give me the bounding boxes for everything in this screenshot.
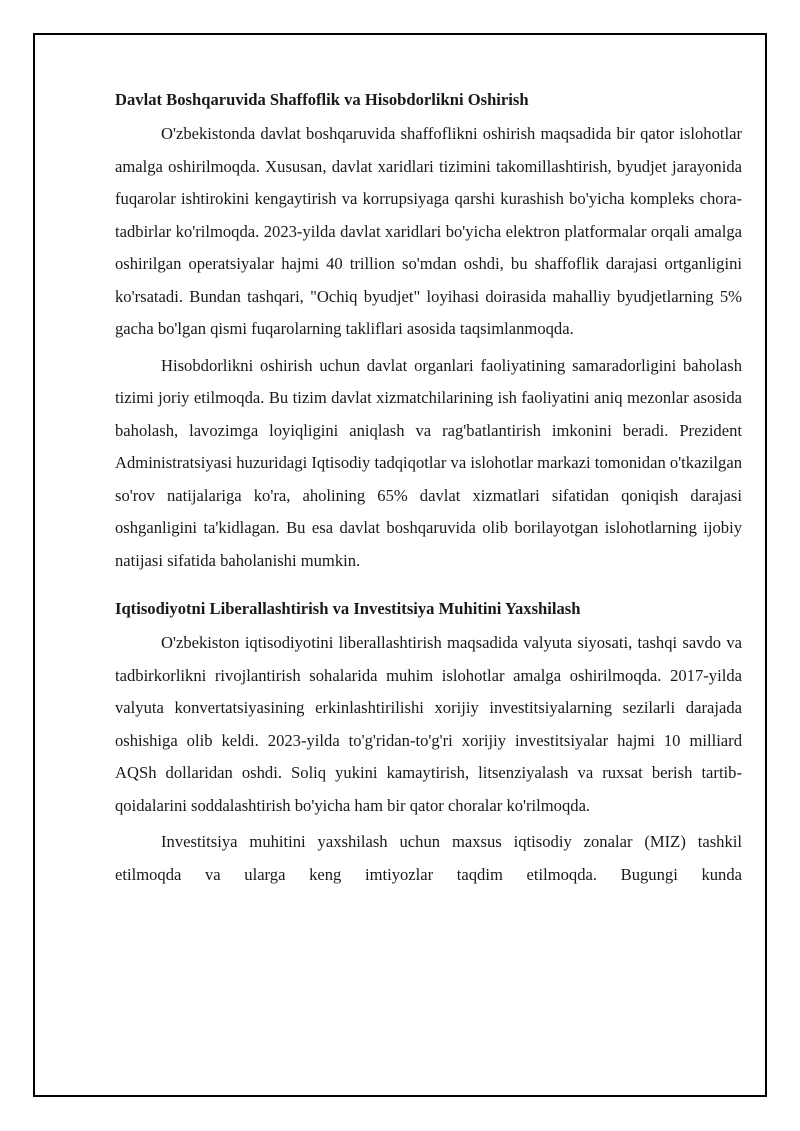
- paragraph: O'zbekistonda davlat boshqaruvida shaffoflikni oshirish maqsadida bir qator islohotlar amalga oshirilmoqda. Xususan, davlat xaridlari tizimini takomillashtirish, byudjet jarayonida fuqarolar ishtirokini kengaytirish va korrupsiyaga qarshi kurashish bo'yicha kompleks chora-tadbirlar ko'rilmoqda. 2023-yilda davlat xaridlari bo'yicha elektron platformalar orqali amalga oshirilgan operatsiyalar hajmi 40 trillion so'mdan oshdi, bu shaffoflik darajasi ortganligini ko'rsatadi. Bundan tashqari, "Ochiq byudjet" loyihasi doirasida mahalliy byudjetlarning 5% gacha bo'lgan qismi fuqarolarning takliflari asosida taqsimlanmoqda.: [115, 124, 742, 338]
- paragraph: Investitsiya muhitini yaxshilash uchun maxsus iqtisodiy zonalar (MIZ) tashkil etilmoqda va ularga keng imtiyozlar taqdim etilmoqda. Bugungi kunda: [115, 832, 742, 884]
- paragraph: O'zbekiston iqtisodiyotini liberallashtirish maqsadida valyuta siyosati, tashqi savdo va tadbirkorlikni rivojlantirish sohalarida muhim islohotlar amalga oshirilmoqda. 2017-yilda valyuta konvertatsiyasining erkinlashtirilishi xorijiy investitsiyalarning sezilarli darajada oshishiga olib keldi. 2023-yilda to'g'ridan-to'g'ri xorijiy investitsiyalar hajmi 10 milliard AQSh dollaridan oshdi. Soliq yukini kamaytirish, litsenziyalash va ruxsat berish tartib-qoidalarini soddalashtirish bo'yicha ham bir qator choralar ko'rilmoqda.: [115, 633, 742, 815]
- document-body: [115, 88, 742, 895]
- section-heading: Iqtisodiyotni Liberallashtirish va Investitsiya Muhitini Yaxshilash: [115, 599, 581, 618]
- section-heading: Davlat Boshqaruvida Shaffoflik va Hisobdorlikni Oshirish: [115, 90, 529, 109]
- paragraph: Hisobdorlikni oshirish uchun davlat organlari faoliyatining samaradorligini baholash tizimi joriy etilmoqda. Bu tizim davlat xizmatchilarining ish faoliyatini aniq mezonlar asosida baholash, lavozimga loyiqligini aniqlash va rag'batlantirish imkonini beradi. Prezident Administratsiyasi huzuridagi Iqtisodiy tadqiqotlar va islohotlar markazi tomonidan o'tkazilgan so'rov natijalariga ko'ra, aholining 65% davlat xizmatlari sifatidan qoniqish darajasi oshganligini ta'kidlagan. Bu esa davlat boshqaruvida olib borilayotgan islohotlarning ijobiy natijasi sifatida baholanishi mumkin.: [115, 355, 742, 570]
